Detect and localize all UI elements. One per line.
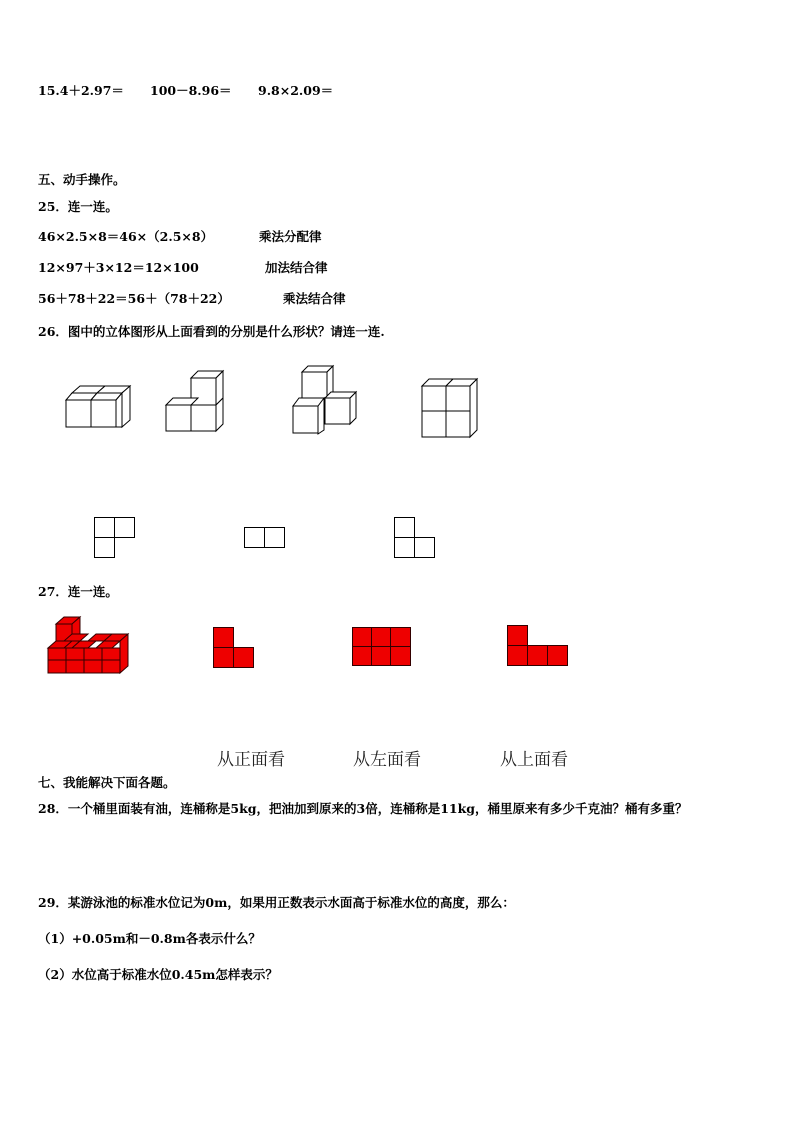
q27-view-a bbox=[213, 627, 255, 669]
q25-left-3: 56＋78＋22＝56＋（78＋22） bbox=[38, 291, 230, 306]
q25-left-2: 12×97＋3×12＝12×100 bbox=[38, 260, 199, 275]
calc-expression-2: 100－8.96＝ bbox=[150, 83, 232, 98]
q26-solid-3 bbox=[290, 366, 362, 436]
q27-view-label-left: 从左面看 bbox=[353, 750, 421, 770]
q25-left-1: 46×2.5×8＝46×（2.5×8） bbox=[38, 229, 214, 244]
q29-part-1: （1）+0.05m和－0.8m各表示什么？ bbox=[38, 931, 261, 946]
q27-view-label-front: 从正面看 bbox=[217, 750, 285, 770]
q26-solid-1 bbox=[60, 380, 130, 432]
q28-text: 28．一个桶里面装有油，连桶称是5kg，把油加到原来的3倍，连桶称是11kg，桶里原来有多少千克油？桶有多重？ bbox=[38, 801, 688, 816]
q26-solid-4 bbox=[420, 378, 484, 440]
section-7-title: 七、我能解决下面各题。 bbox=[38, 775, 176, 790]
q26-view-1 bbox=[94, 517, 136, 559]
q26-solid-2 bbox=[163, 370, 233, 432]
calc-expression-3: 9.8×2.09＝ bbox=[258, 83, 334, 98]
q29-text: 29．某游泳池的标准水位记为0m，如果用正数表示水面高于标准水位的高度，那么： bbox=[38, 895, 515, 910]
q29-part-2: （2）水位高于标准水位0.45m怎样表示？ bbox=[38, 967, 278, 982]
q27-title: 27．连一连。 bbox=[38, 584, 118, 599]
section-5-title: 五、动手操作。 bbox=[38, 172, 126, 187]
q27-view-c bbox=[507, 625, 569, 667]
q25-right-2: 加法结合律 bbox=[265, 260, 328, 275]
q25-title: 25．连一连。 bbox=[38, 199, 118, 214]
q25-right-1: 乘法分配律 bbox=[259, 229, 322, 244]
q27-view-label-top: 从上面看 bbox=[500, 750, 568, 770]
q27-red-solid bbox=[44, 614, 128, 676]
calc-expression-1: 15.4＋2.97＝ bbox=[38, 83, 124, 98]
q26-view-2 bbox=[244, 527, 286, 549]
q27-view-b bbox=[352, 627, 412, 667]
q26-title: 26．图中的立体图形从上面看到的分别是什么形状？请连一连. bbox=[38, 324, 385, 339]
q26-view-3 bbox=[394, 517, 436, 559]
q25-right-3: 乘法结合律 bbox=[283, 291, 346, 306]
